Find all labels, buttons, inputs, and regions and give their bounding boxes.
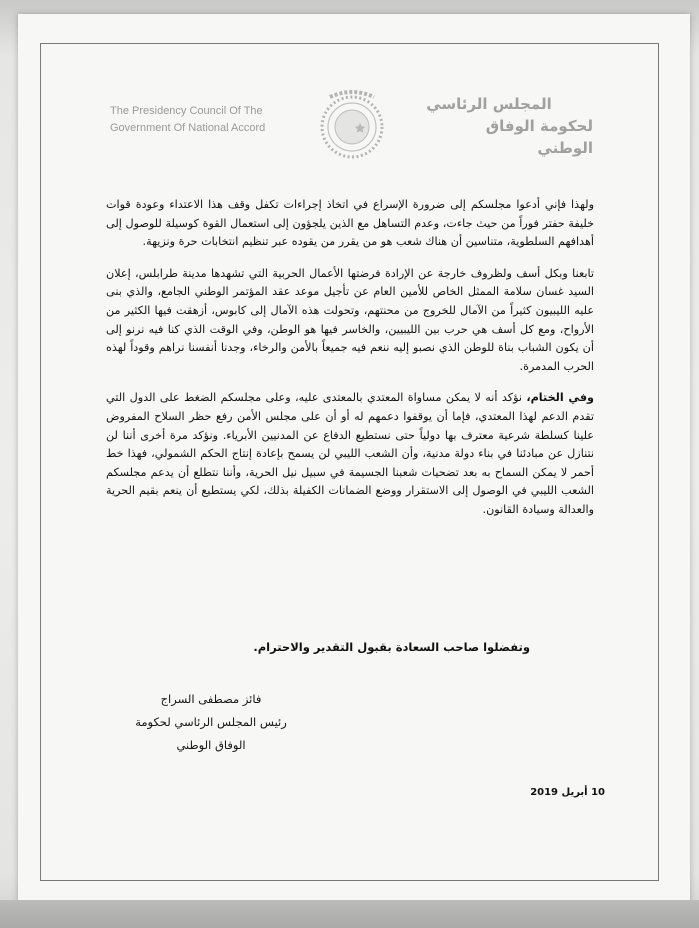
letterhead-arabic-line2: لحكومة الوفاق الوطني [485, 117, 593, 157]
closing-salutation: وتفضلوا صاحب السعادة بقبول التقدير والاحترام. [253, 640, 530, 654]
body-paragraph-3 [106, 389, 594, 519]
letterhead-arabic [425, 93, 593, 159]
body-paragraph-1: ولهذا فإني أدعوا مجلسكم إلى ضرورة الإسراع في اتخاذ إجراءات تكفل وقف هذا الاعتداء وعودة قوات خليفة حفتر فوراً من حيث جاءت، وعدم التساهل مع الذين يلجؤون إلى استعمال القوة كوسيلة للوصول إلى أهدافهم السلطوية، متناسين أن هناك شعب هو من يقرر من يقوده عبر تنظيم انتخابات حرة ونزيهة. [106, 198, 594, 249]
signatory-title-line2: الوفاق الوطني [176, 738, 246, 752]
letterhead-english-line2: Government Of National Accord [110, 122, 266, 134]
scan-bottom-edge [0, 900, 699, 928]
body-paragraph-3-lead: وفي الختام، [526, 391, 594, 405]
letterhead-english [110, 103, 310, 137]
letterhead-arabic-line1: المجلس الرئاسي [426, 95, 552, 113]
signature-block [106, 688, 316, 757]
body-paragraph-3-text: نؤكد أنه لا يمكن مساواة المعتدي بالمعتدى عليه، وعلى مجلسكم الضغط على الدول التي تقدم الدعم لهذا المعتدي، فإما أن يوقفوا دعمهم له أو أن على مجلس الأمن رفع حظر السلاح المفروض علينا كسلطة شرعية معترف بها دولياً حتى نستطيع الدفاع عن المدنيين الأبرياء. ونؤكد مرة أخرى أننا لن نتنازل عن مبادئنا في بناء دولة مدنية، وأن الشعب الليبي لن يسمح بإعادة إنتاج الحكم الشمولي، فهذا خط أحمر لا يمكن السماح به بعد تضحيات شعبنا الجسيمة في سبيل نيل الحرية، وأننا نتطلع أن يدعم مجلسكم الشعب الليبي في الوصول إلى الاستقرار ووضع الضمانات الكفيلة بذلك، لكي يستطيع أن ينعم بقيم الحرية والعدالة وسيادة القانون. [106, 391, 594, 516]
letter-body [106, 196, 594, 520]
letterhead-english-line1: The Presidency Council Of The [110, 105, 263, 117]
letter-date: 10 أبريل 2019 [530, 787, 605, 798]
body-paragraph-2: تابعنا وبكل أسف ولظروف خارجة عن الإرادة فرضتها الأعمال الحربية التي تشهدها مدينة طرابلس، إعلان السيد غسان سلامة الممثل الخاص للأمين العام عن تأجيل موعد عقد المؤتمر الوطني الجامع، والذي بنى عليه الليبيون كثيراً من الآمال للخروج من محنتهم، وتحولت هذه الآمال إلى كابوس، أزهقت فيها الكثير من الأرواح، ومع كل أسف هي حرب بين الليبيين، والخاسر فيها هو الوطن، وفي الوقت الذي كنا فيه نرنو إلى أن يكون الشباب بناة للوطن الذي نصبو إليه ننعم فيه جميعاً بالأمن والرخاء، وجدنا أنفسنا نراهم وقوداً لهذه الحرب المدمرة. [106, 266, 594, 373]
signatory-title-line1: رئيس المجلس الرئاسي لحكومة [135, 715, 287, 729]
state-emblem-seal-icon [316, 85, 388, 163]
signatory-name: فائز مصطفى السراج [160, 692, 262, 706]
